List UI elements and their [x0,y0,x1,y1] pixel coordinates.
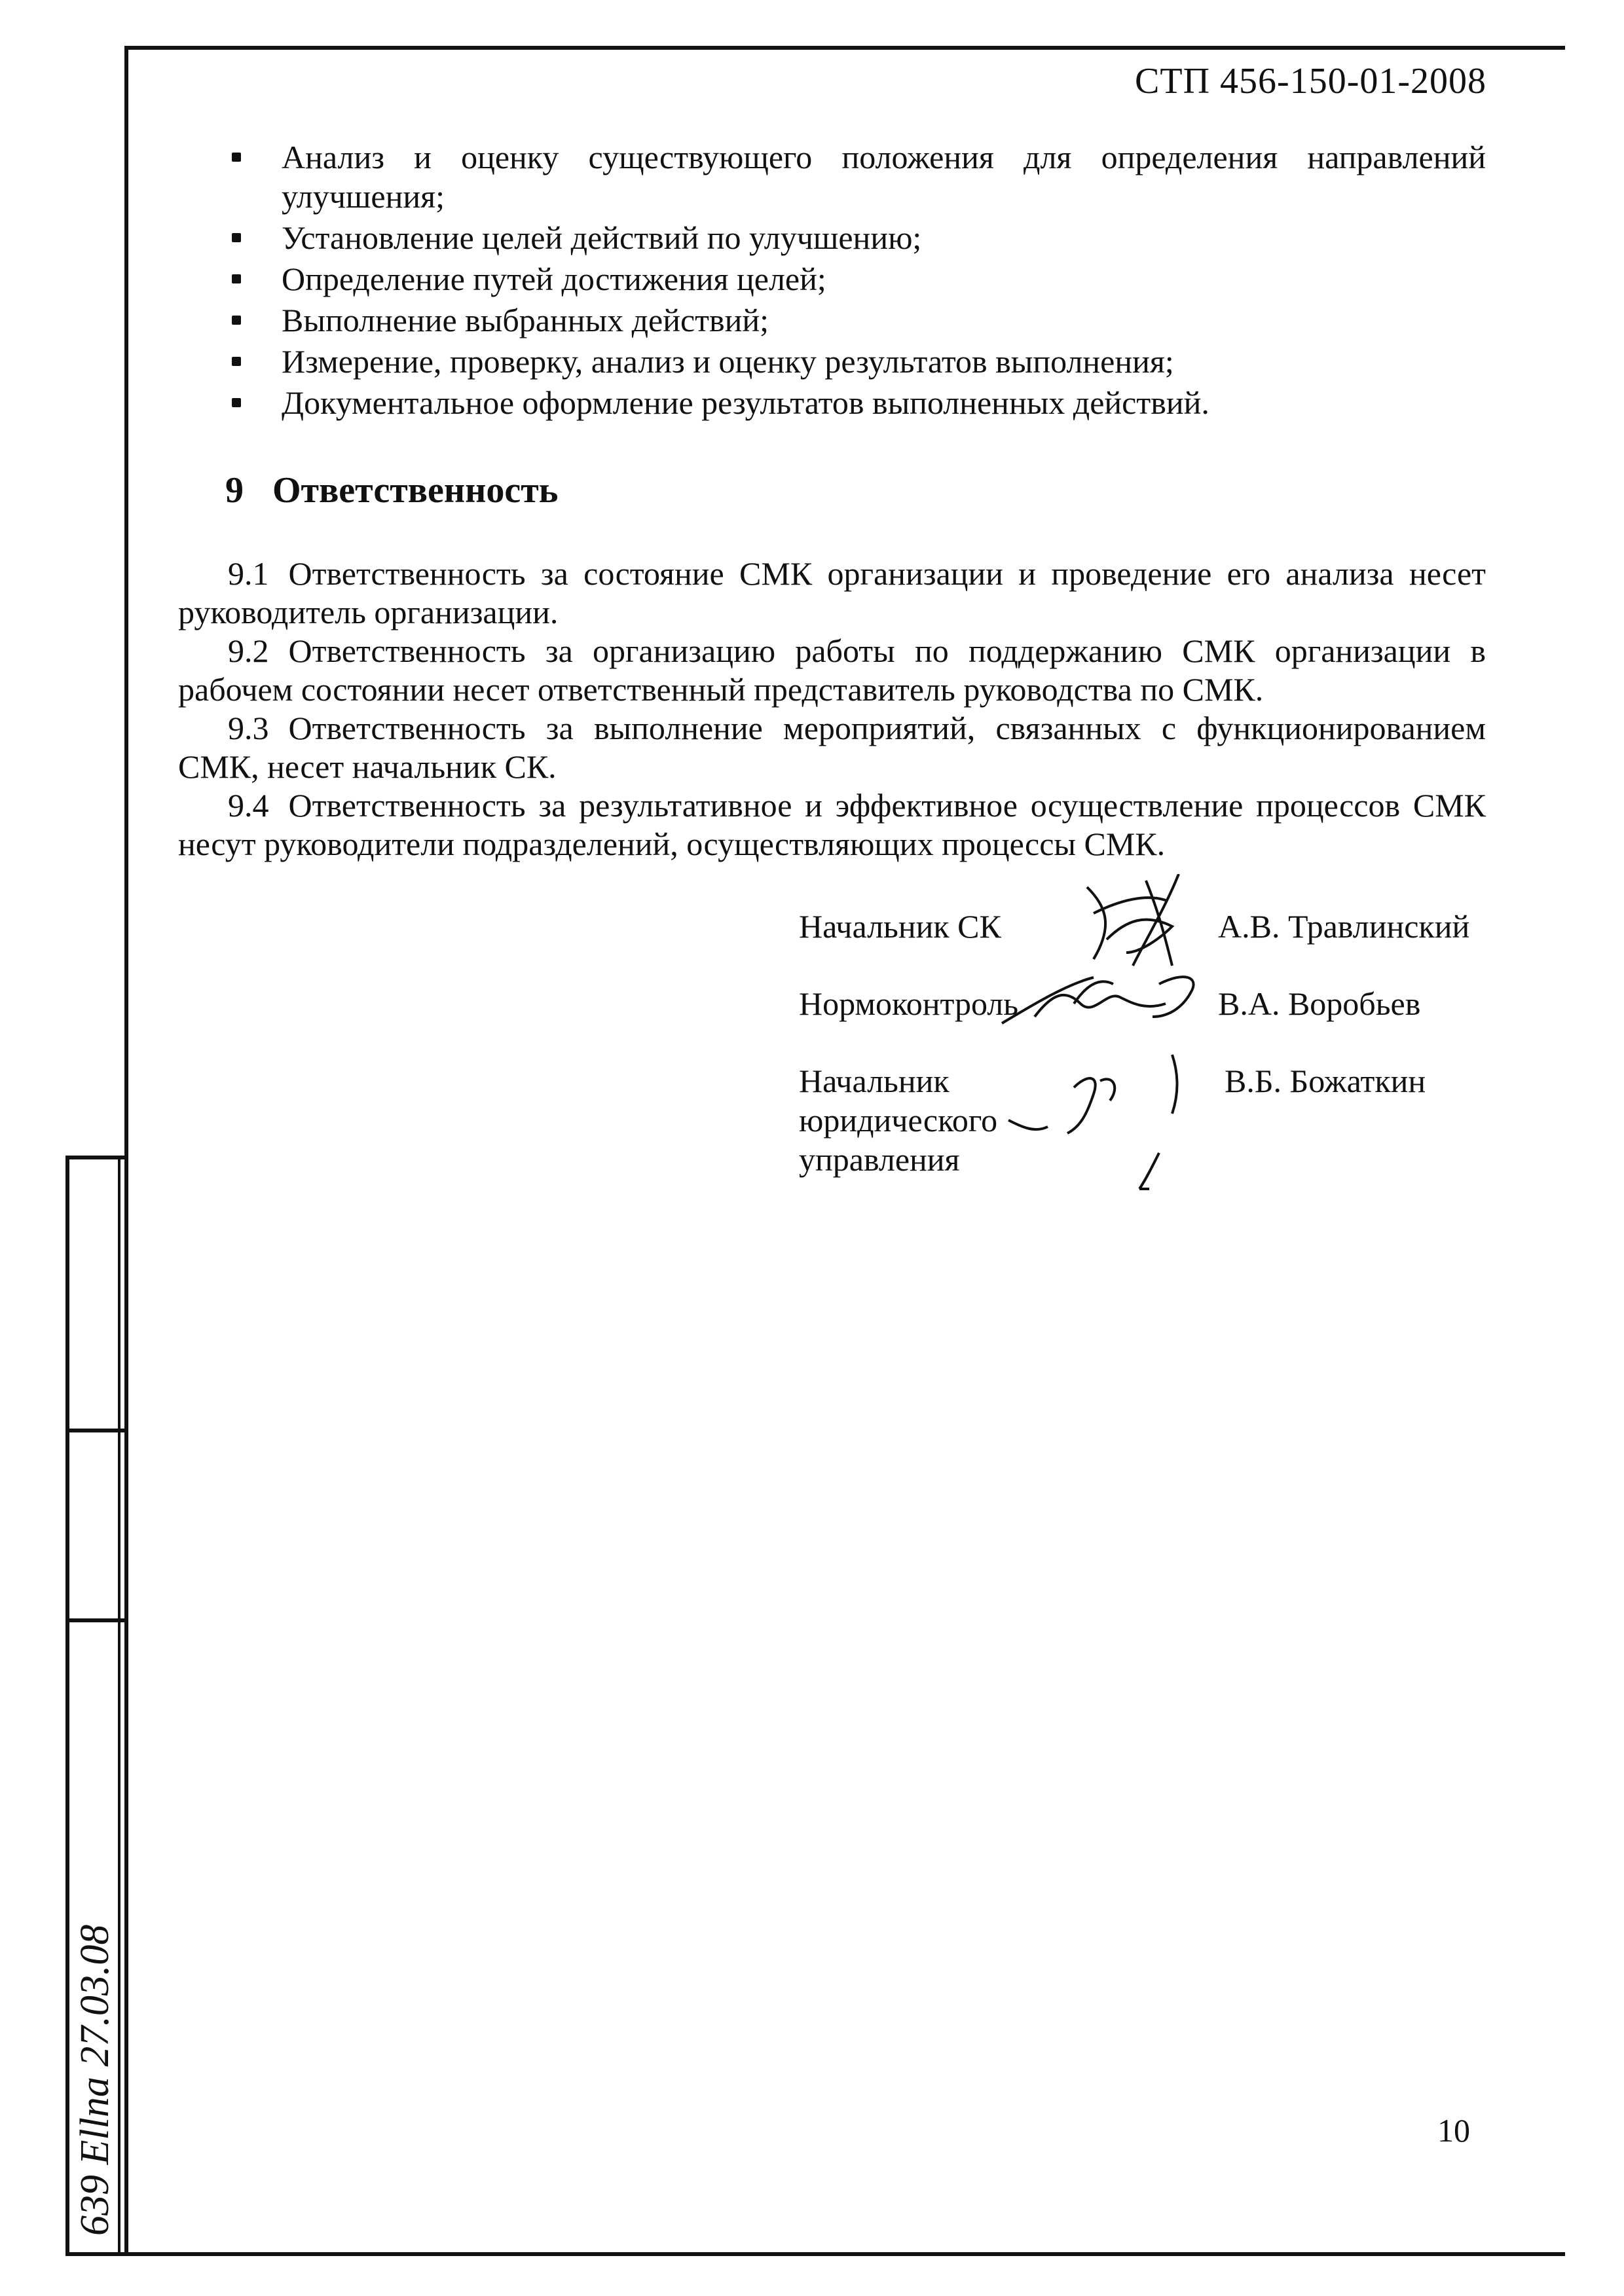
signer-title: Нормоконтроль [799,985,1019,1022]
bullet-icon [232,316,241,325]
bullet-icon [232,274,241,283]
paragraph-number: 9.1 [228,555,269,592]
handwritten-signature-icon [995,1048,1231,1199]
signature-row [799,1061,1493,1186]
paragraph-number: 9.2 [228,632,269,669]
signer-title: Начальник юридического управления [799,1063,998,1178]
list-item: Установление целей действий по улучшению; [178,218,1486,257]
list-item: Анализ и оценку существующего положения для определения направлений улучшения; [178,137,1486,216]
paragraph: 9.3 Ответственность за выполнение мероприятий, связанных с функционированием СМК, несет начальник СК. [178,710,1486,785]
paragraph-number: 9.4 [228,787,269,824]
signer-name: В.Б. Божаткин [1225,1063,1426,1099]
frame-top-line [124,46,1565,50]
list-item: Выполнение выбранных действий; [178,301,1486,340]
paragraph: 9.1 Ответственность за состояние СМК организации и проведение его анализа несет руководитель организации. [178,555,1486,630]
paragraph: 9.2 Ответственность за организацию работы по поддержанию СМК организации в рабочем состоянии несет ответственный представитель руководства по СМК. [178,632,1486,708]
handwritten-signature-icon [1067,874,1218,972]
section-heading [225,469,1486,511]
handwritten-signature-icon [995,964,1211,1036]
bullet-icon [232,357,241,366]
bullet-icon [232,398,241,407]
bullet-list [178,137,1486,422]
list-item: Определение путей достижения целей; [178,259,1486,299]
bullet-icon [232,233,241,242]
document-code: СТП 456-150-01-2008 [1135,61,1486,101]
page-number: 10 [1437,2112,1470,2149]
section-title: Ответственность [272,470,559,511]
signer-name: А.В. Травлинский [1218,908,1470,945]
signer-title: Начальник СК [799,908,1001,945]
bullet-icon [232,153,241,162]
list-item: Документальное оформление результатов выполненных действий. [178,383,1486,422]
frame-bottom-line [65,2252,1565,2256]
signature-block [799,907,1493,1186]
main-content [178,137,1486,864]
paragraph-number: 9.3 [228,710,269,746]
frame-left-line [124,46,128,2252]
list-item: Измерение, проверку, анализ и оценку результатов выполнения; [178,342,1486,381]
binding-strip-left-line [65,1156,69,2256]
paragraph: 9.4 Ответственность за результативное и эффективное осуществление процессов СМК несут руководители подразделений, осуществляющих процессы СМК. [178,787,1486,862]
signer-name: В.А. Воробьев [1218,985,1421,1022]
section-number: 9 [225,470,244,511]
registration-stamp: 639 Ellna 27.03.08 [73,1924,117,2236]
